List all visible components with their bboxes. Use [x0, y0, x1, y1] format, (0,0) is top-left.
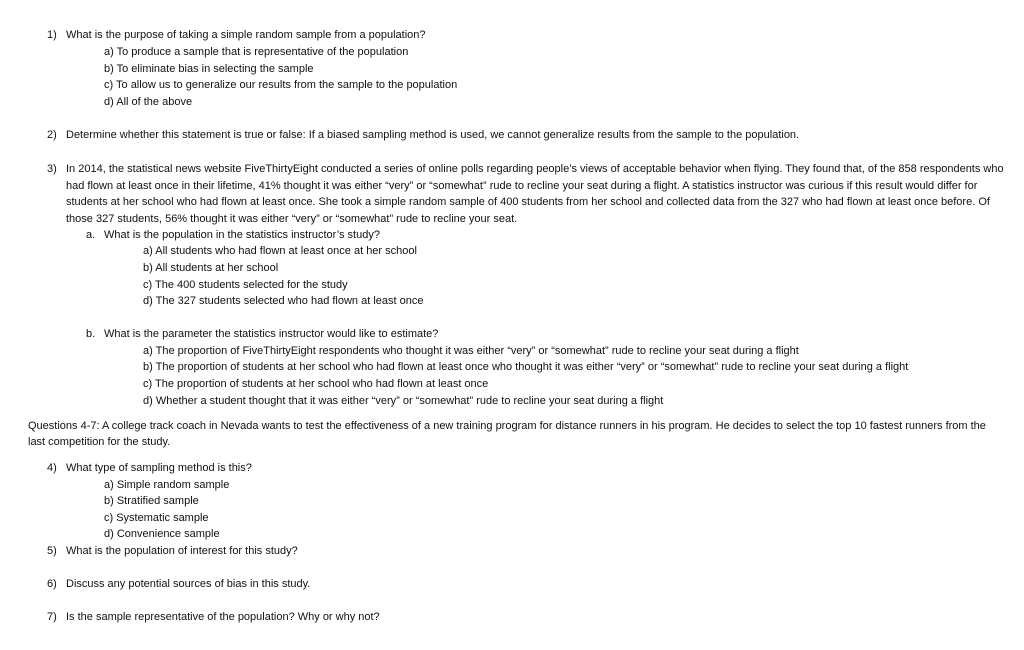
- q1-text: What is the purpose of taking a simple random sample from a population?: [66, 29, 426, 41]
- q4-option-b: b) Stratified sample: [104, 495, 199, 507]
- q3b-text: What is the parameter the statistics instructor would like to estimate?: [104, 328, 439, 340]
- q3a-option-c: c) The 400 students selected for the study: [143, 279, 348, 291]
- q3a-label: a.: [86, 229, 96, 241]
- q4-option-a: a) Simple random sample: [104, 479, 230, 491]
- q6-text: Discuss any potential sources of bias in this study.: [66, 578, 311, 590]
- q3a-text: What is the population in the statistics instructor’s study?: [104, 229, 380, 241]
- q3b-option-b: b) The proportion of students at her school who had flown at least once who thought it was either “very” or “somewhat” rude to recline your seat during a flight: [143, 361, 909, 373]
- q1-option-a: a) To produce a sample that is representative of the population: [104, 46, 409, 58]
- q4-number: 4): [47, 462, 57, 474]
- q2-number: 2): [47, 129, 57, 141]
- q3b-option-c: c) The proportion of students at her school who had flown at least once: [143, 378, 489, 390]
- q4-text: What type of sampling method is this?: [66, 462, 252, 474]
- q2-text: Determine whether this statement is true or false: If a biased sampling method is used, we cannot generalize results from the sample to the population.: [66, 129, 800, 141]
- q1-number: 1): [47, 29, 57, 41]
- q3-number: 3): [47, 163, 57, 175]
- q3a-option-d: d) The 327 students selected who had flown at least once: [143, 295, 424, 307]
- q4-option-d: d) Convenience sample: [104, 528, 220, 540]
- questions-4-7-intro: Questions 4-7: A college track coach in Nevada wants to test the effectiveness of a new training program for distance runners in his program. He decides to select the top 10 fastest runners from the last competition for the study.: [28, 420, 986, 448]
- q1-option-c: c) To allow us to generalize our results from the sample to the population: [104, 79, 458, 91]
- q1-option-b: b) To eliminate bias in selecting the sample: [104, 63, 314, 75]
- q7-number: 7): [47, 611, 57, 623]
- q4-option-c: c) Systematic sample: [104, 512, 209, 524]
- q3-text: In 2014, the statistical news website FiveThirtyEight conducted a series of online polls regarding people’s views of acceptable behavior when flying. They found that, of the 858 respondents who had flown at least once in their lifetime, 41% thought it was either “very” or “somewhat” rude to recline your seat during a flight. A statistics instructor was curious if this result would differ for students at her school who had flown at least once. She took a simple random sample of 400 students from her school and collected data from the 327 who had flown at least once before. Of those 327 students, 56% thought it was either “very” or “somewhat” rude to recline your seat.: [66, 163, 1004, 225]
- q3b-option-a: a) The proportion of FiveThirtyEight respondents who thought it was either “very” or “somewhat” rude to recline your seat during a flight: [143, 345, 799, 357]
- q3a-option-b: b) All students at her school: [143, 262, 279, 274]
- q6-number: 6): [47, 578, 57, 590]
- q1-option-d: d) All of the above: [104, 96, 193, 108]
- q5-number: 5): [47, 545, 57, 557]
- q7-text: Is the sample representative of the population? Why or why not?: [66, 611, 380, 623]
- q5-text: What is the population of interest for this study?: [66, 545, 298, 557]
- q3a-option-a: a) All students who had flown at least once at her school: [143, 245, 417, 257]
- q3b-option-d: d) Whether a student thought that it was either “very” or “somewhat” rude to recline your seat during a flight: [143, 395, 664, 407]
- q3b-label: b.: [86, 328, 96, 340]
